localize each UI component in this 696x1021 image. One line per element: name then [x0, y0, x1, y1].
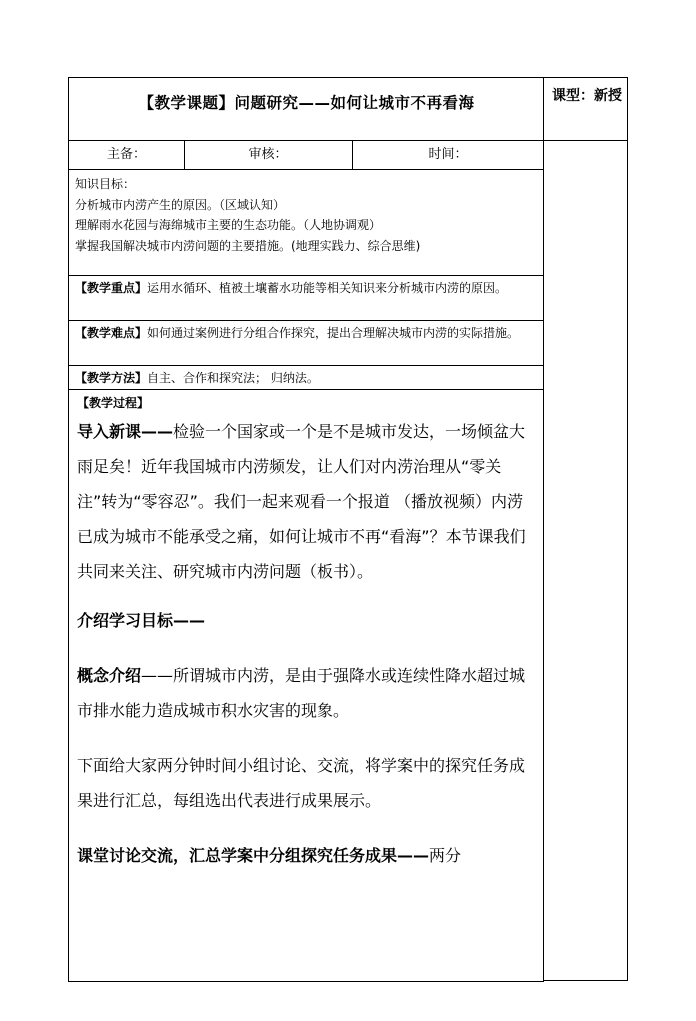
intro-paragraph	[77, 414, 538, 589]
methods-section	[68, 365, 544, 390]
main-preparer-label: 主备：	[69, 141, 185, 169]
objective-item: 掌握我国解决城市内涝问题的主要措施。(地理实践力、综合思维)	[75, 238, 421, 253]
process-section	[68, 389, 544, 982]
discussion-paragraph: 下面给大家两分钟时间小组讨论、交流，将学案中的探究任务成果进行汇总，每组选出代表进行成果展示。	[77, 756, 526, 810]
intro-text: 检验一个国家或一个是不是城市发达，一场倾盆大雨足矣！近年我国城市内涝频发，让人们对内涝治理从“零关注”转为“零容忍”。我们一起来观看一个报道 （播放视频）内涝已成为城市不能承受之痛，如何让城市不再“看海”？本节课我们共同来关注、研究城市内涝问题（板书）。	[77, 422, 526, 581]
methods-label: 【教学方法】	[75, 371, 148, 385]
lesson-type: 课型：新授	[552, 88, 622, 104]
lesson-title: 【教学课题】问题研究——如何让城市不再看海	[138, 94, 475, 112]
difficulties-label: 【教学难点】	[75, 326, 148, 340]
goals-title: 介绍学习目标——	[77, 611, 206, 630]
key-points-label: 【教学重点】	[75, 281, 148, 295]
summary-paragraph	[77, 838, 538, 873]
concept-title: 概念介绍	[77, 666, 142, 685]
summary-tail: 两分	[429, 846, 462, 865]
intro-title: 导入新课——	[77, 422, 174, 441]
concept-paragraph	[77, 658, 538, 728]
objective-item: 分析城市内涝产生的原因。（区域认知）	[75, 197, 286, 212]
side-column	[543, 140, 628, 981]
prep-row	[68, 140, 544, 170]
reviewer-label: 审核：	[184, 141, 353, 169]
summary-title: 课堂讨论交流，汇总学案中分组探究任务成果——	[77, 846, 430, 865]
difficulties-section	[68, 320, 544, 366]
time-label: 时间：	[428, 147, 468, 162]
concept-text: ——所谓城市内涝，是由于强降水或连续性降水超过城市排水能力造成城市积水灾害的现象。	[77, 666, 526, 720]
methods-text: 自主、合作和探究法； 归纳法。	[147, 371, 319, 385]
objectives-heading: 知识目标：	[75, 177, 136, 191]
lesson-type-cell	[543, 77, 628, 141]
objectives-section	[68, 169, 544, 276]
process-label: 【教学过程】	[77, 396, 150, 410]
key-points-text: 运用水循环、植被土壤蓄水功能等相关知识来分析城市内涝的原因。	[147, 281, 508, 295]
difficulties-text: 如何通过案例进行分组合作探究，提出合理解决城市内涝的实际措施。	[147, 326, 520, 340]
objective-item: 理解雨水花园与海绵城市主要的生态功能。（人地协调观）	[75, 218, 382, 232]
title-cell	[68, 77, 544, 141]
key-points-section	[68, 275, 544, 321]
